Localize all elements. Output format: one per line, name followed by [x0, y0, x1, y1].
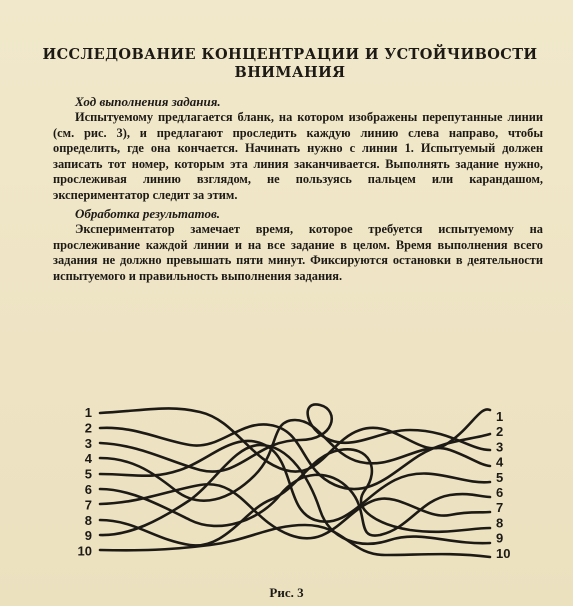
right-line-number: 2: [496, 424, 504, 440]
right-line-number: 5: [496, 469, 504, 485]
tangled-lines: [100, 404, 490, 557]
left-line-number: 1: [84, 405, 92, 420]
left-line-numbers: [78, 405, 93, 559]
tangled-line-7: [100, 484, 490, 538]
left-line-number: 8: [84, 512, 92, 528]
left-line-number: 3: [84, 435, 92, 451]
left-line-number: 5: [84, 466, 92, 482]
tangled-line-10: [100, 525, 490, 557]
right-line-number: 8: [496, 515, 504, 531]
paragraph-results: Экспериментатор замечает время, которое требуется испытуемому на прослеживание каждой линии и на все задание в целом. Время выполнения всего задания не должно превышать пяти минут. Фиксируются остановки в деятельности испытуемого и правильность выполнения задания.: [53, 222, 543, 283]
right-line-number: 6: [496, 485, 504, 500]
right-line-number: 9: [496, 530, 504, 546]
left-line-number: 2: [84, 420, 92, 436]
right-line-number: 10: [496, 545, 511, 561]
left-line-number: 10: [77, 543, 92, 559]
figure-caption: Рис. 3: [269, 585, 304, 600]
section-heading-results: Обработка результатов.: [75, 206, 221, 221]
section-heading-procedure: Ход выполнения задания.: [75, 94, 221, 109]
paragraph-procedure: Испытуемому предлагается бланк, на котором изображены перепутанные линии (см. рис. 3), и предлагают проследить каждую линию слева направо, чтобы определить, где она кончается. Начинать нужно с линии 1. Испытуемый должен записать тот номер, которым эта линия заканчивается. Выполнять задание нужно, прослеживая линию взглядом, не пользуясь пальцем или карандашом, экспериментатор следит за этим.: [53, 110, 543, 202]
right-line-numbers: [496, 409, 510, 561]
left-line-number: 7: [84, 497, 92, 513]
title-line-1: ИССЛЕДОВАНИЕ КОНЦЕНТРАЦИИ И УСТОЙЧИВОСТИ: [42, 46, 538, 63]
right-line-number: 1: [496, 409, 504, 424]
title-line-2: ВНИМАНИЯ: [234, 64, 346, 81]
left-line-number: 4: [84, 451, 92, 467]
right-line-number: 3: [496, 439, 504, 455]
right-line-number: 4: [496, 454, 504, 470]
left-line-number: 9: [84, 528, 92, 544]
right-line-number: 7: [496, 500, 504, 516]
left-line-number: 6: [84, 482, 92, 497]
